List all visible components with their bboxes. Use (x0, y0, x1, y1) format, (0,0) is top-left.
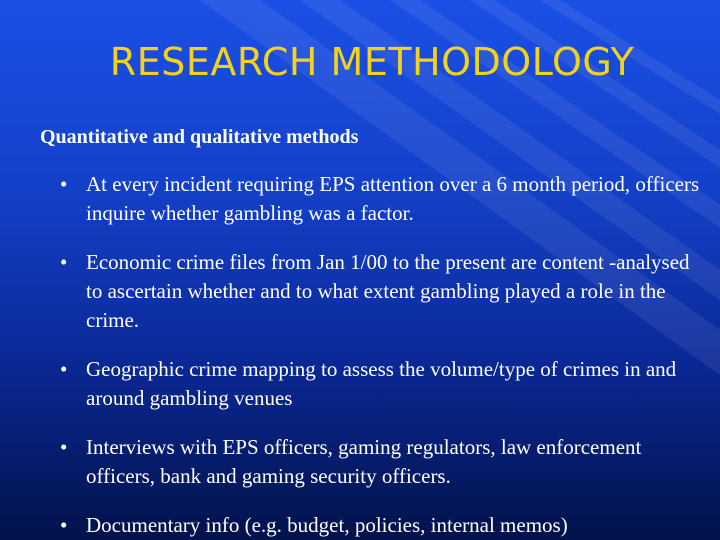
bullet-text: Interviews with EPS officers, gaming regulators, law enforcement officers, bank and gaming security officers. (86, 435, 642, 488)
bullet-text: Documentary info (e.g. budget, policies, internal memos) (86, 513, 568, 537)
bullet-dot: • (60, 513, 68, 537)
bullet-item (60, 170, 700, 228)
bullet-item (60, 355, 700, 413)
bullet-item (60, 511, 700, 540)
bullet-dot: • (60, 435, 68, 459)
bullet-item (60, 248, 700, 335)
slide-title: RESEARCH METHODOLOGY (109, 40, 635, 84)
bullet-text: Economic crime files from Jan 1/00 to the present are content -analysed to ascertain whether and to what extent gambling played a role in the crime. (86, 250, 690, 332)
bullet-text: Geographic crime mapping to assess the volume/type of crimes in and around gambling venues (86, 357, 677, 410)
bullet-dot: • (60, 250, 68, 274)
bullet-item (60, 433, 700, 491)
bullet-list (60, 170, 700, 540)
bullet-dot: • (60, 172, 68, 196)
slide-subtitle: Quantitative and qualitative methods (40, 126, 359, 148)
bullet-text: At every incident requiring EPS attention over a 6 month period, officers inquire whether gambling was a factor. (86, 172, 700, 225)
bullet-dot: • (60, 357, 68, 381)
